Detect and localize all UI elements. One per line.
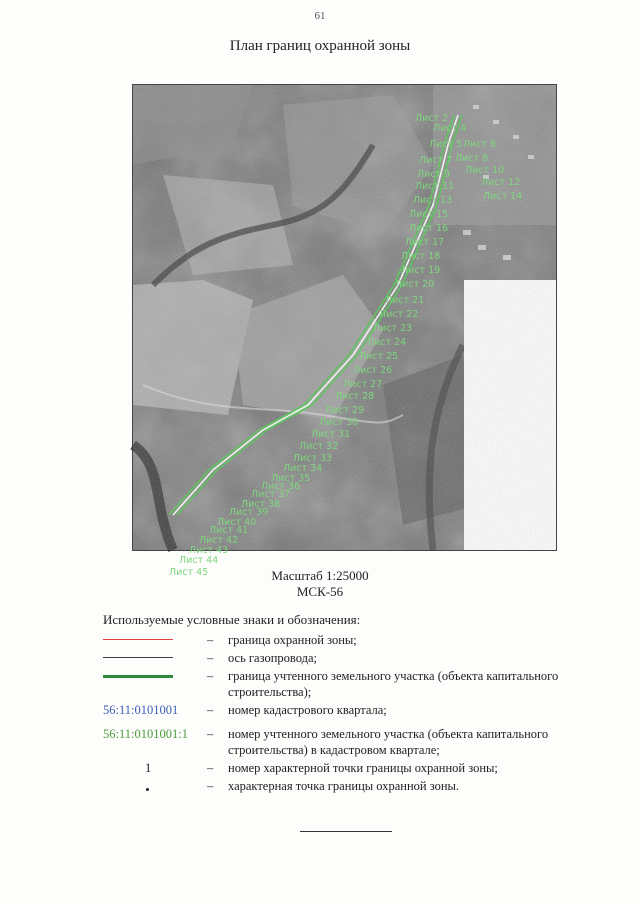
sheet-label: Лист 43 <box>189 545 229 556</box>
sheet-label: Лист 4 <box>433 123 467 134</box>
map-scale: Масштаб 1:25000 <box>271 568 369 583</box>
page-number: 61 <box>314 10 326 22</box>
legend-symbol: 56:11:0101001 <box>103 703 179 717</box>
sheet-label: Лист 8 <box>455 153 489 164</box>
sheet-label: Лист 7 <box>419 155 453 166</box>
legend-description: граница охранной зоны; <box>228 633 357 647</box>
sheet-label: Лист 32 <box>299 441 339 452</box>
sheet-label: Лист 2 <box>415 113 449 124</box>
sheet-label: Лист 29 <box>325 405 365 416</box>
sheet-label: Лист 22 <box>379 309 419 320</box>
legend-symbol: 1 <box>145 761 152 775</box>
sheet-label: Лист 34 <box>283 463 323 474</box>
legend-title: Используемые условные знаки и обозначения: <box>103 612 361 627</box>
sheet-label: Лист 25 <box>359 351 399 362</box>
sheet-label: Лист 6 <box>463 139 497 150</box>
legend-line-swatch <box>103 639 173 640</box>
legend-description: номер кадастрового квартала; <box>228 703 387 717</box>
legend-dash: – <box>207 633 214 647</box>
footer-divider <box>300 831 392 832</box>
sheet-label: Лист 17 <box>405 237 445 248</box>
sheet-label: Лист 40 <box>217 517 257 528</box>
sheet-label: Лист 18 <box>401 251 441 262</box>
legend-line-swatch <box>103 657 173 658</box>
legend-symbol: 56:11:0101001:1 <box>103 727 188 741</box>
sheet-label: Лист 44 <box>179 555 219 566</box>
sheet-label: Лист 5 <box>429 139 463 150</box>
legend-dash: – <box>207 703 214 717</box>
sheet-label: Лист 20 <box>395 279 435 290</box>
sheet-label: Лист 21 <box>385 295 425 306</box>
sheet-label: Лист 24 <box>367 337 407 348</box>
sheet-label: Лист 19 <box>401 265 441 276</box>
sheet-label: Лист 9 <box>417 169 451 180</box>
legend-description: номер характерной точки границы охранной зоны; <box>228 761 498 775</box>
sheet-label: Лист 27 <box>343 379 383 390</box>
sheet-label: Лист 16 <box>409 223 449 234</box>
sheet-label: Лист 28 <box>335 391 375 402</box>
legend-description: ось газопровода; <box>228 651 318 665</box>
sheet-label: Лист 39 <box>229 507 269 518</box>
sheet-label: Лист 26 <box>353 365 393 376</box>
sheet-label: Лист 30 <box>319 417 359 428</box>
sheet-label: Лист 42 <box>199 535 239 546</box>
legend-dash: – <box>207 669 214 683</box>
legend-dot-swatch <box>146 788 149 791</box>
sheet-label: Лист 35 <box>271 473 311 484</box>
sheet-label: Лист 23 <box>373 323 413 334</box>
sheet-label: Лист 10 <box>465 165 505 176</box>
sheet-label: Лист 14 <box>483 191 523 202</box>
legend-line-swatch <box>103 675 173 678</box>
sheet-label: Лист 12 <box>481 177 521 188</box>
sheet-label: Лист 13 <box>413 195 453 206</box>
legend-description: граница учтенного земельного участка (объекта капитального строительства); <box>228 669 559 699</box>
sheet-label: Лист 36 <box>261 481 301 492</box>
legend-description: характерная точка границы охранной зоны. <box>228 779 460 793</box>
sheet-label: Лист 33 <box>293 453 333 464</box>
sheet-label: Лист 11 <box>415 181 455 192</box>
sheet-label: Лист 15 <box>409 209 449 220</box>
sheet-label: Лист 38 <box>241 499 281 510</box>
legend-description: номер учтенного земельного участка (объекта капитального строительства) в кадастровом квартале; <box>228 727 549 757</box>
legend-dash: – <box>207 779 214 793</box>
sheet-label: Лист 45 <box>169 567 209 578</box>
sheet-label: Лист 37 <box>251 489 291 500</box>
coordinate-system: МСК-56 <box>296 584 344 599</box>
legend-dash: – <box>207 651 214 665</box>
sheet-label: Лист 31 <box>311 429 351 440</box>
legend-dash: – <box>207 761 214 775</box>
legend-dash: – <box>207 727 214 741</box>
sheet-label: Лист 41 <box>209 525 249 536</box>
page-title: План границ охранной зоны <box>229 38 411 54</box>
